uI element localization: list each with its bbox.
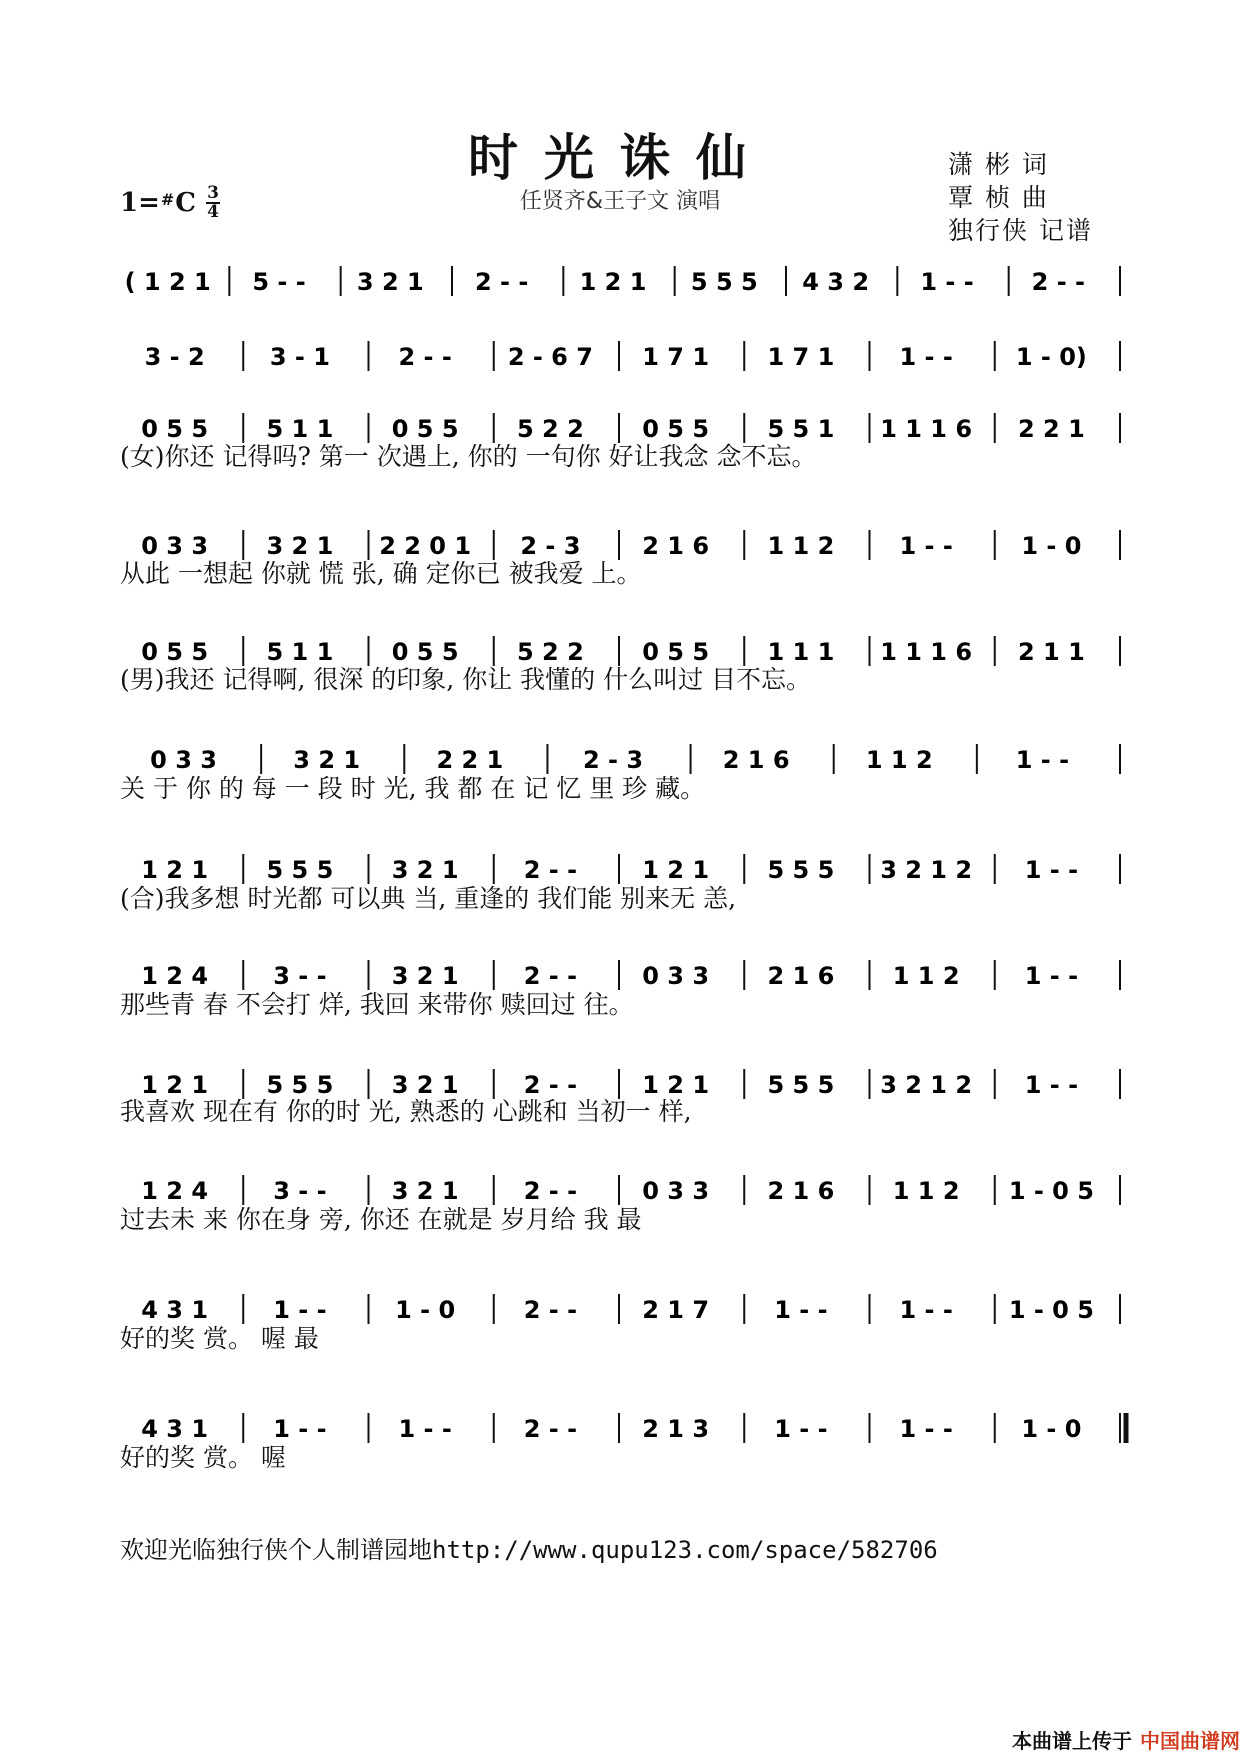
measure-notes: 2 1 3 [642, 1415, 710, 1443]
measure-notes: 1 - - [1024, 962, 1079, 990]
measure-notes: 2 1 6 [722, 746, 790, 774]
measure-notes: 1 1 2 [767, 532, 835, 560]
measure-notes: 1 - 0 5 [1008, 1177, 1094, 1205]
measure-notes: 1 1 1 6 [880, 638, 973, 666]
lyric-line: (男)我还 记得啊, 很深 的印象, 你让 我懂的 什么叫过 目不忘。 [120, 665, 812, 694]
measure-notes: 2 2 1 [436, 746, 504, 774]
transcriber-credit: 独行侠 记谱 [948, 216, 1093, 245]
meter-bottom: 4 [207, 202, 219, 222]
measure-notes: 5 5 5 [767, 856, 835, 884]
measure-notes: 3 - 1 [269, 343, 330, 371]
measure-notes: 1 2 1 [141, 856, 209, 884]
measure-notes: 3 2 1 [391, 1071, 459, 1099]
measure-notes: 1 - - [1024, 1071, 1079, 1099]
measure-notes: 3 2 1 2 [880, 1071, 973, 1099]
measure-notes: 2 - - [523, 962, 578, 990]
measure-notes: 1 2 1 [141, 1071, 209, 1099]
measure-notes: 2 - - [398, 343, 452, 371]
lyricist-credit: 潇 彬 词 [948, 150, 1049, 179]
measure-notes: 2 - 3 [520, 532, 581, 560]
measure-notes: 5 2 2 [516, 638, 584, 666]
measure-notes: 1 - - [1024, 856, 1079, 884]
measure-notes: 3 2 1 2 [880, 856, 973, 884]
composer-credit: 覃 桢 曲 [948, 183, 1049, 212]
measure-notes: 1 - - [899, 532, 953, 560]
measure-notes: 1 2 4 [141, 962, 209, 990]
lyric-line: 好的奖 赏。 喔 最 [120, 1324, 319, 1353]
measure-notes: 2 - 3 [582, 746, 644, 774]
measure-notes: 1 - - [899, 343, 953, 371]
measure-notes: 2 1 6 [642, 532, 710, 560]
measure-notes: 2 1 6 [767, 1177, 835, 1205]
measure-notes: 1 - - [920, 268, 974, 296]
measure-notes: 0 3 3 [642, 1177, 710, 1205]
measure-notes: 1 - - [899, 1415, 953, 1443]
measure-notes: 1 - - [774, 1296, 828, 1324]
measure-notes: 0 3 3 [150, 746, 217, 774]
lyric-line: 过去未 来 你在身 旁, 你还 在就是 岁月给 我 最 [120, 1205, 642, 1234]
lyric-line: (合)我多想 时光都 可以典 当, 重逢的 我们能 别来无 恙, [120, 884, 737, 913]
measure-notes: 2 2 0 1 [379, 532, 472, 560]
measure-notes: 1 2 4 [141, 1177, 209, 1205]
measure-notes: 2 1 7 [642, 1296, 710, 1324]
watermark-brand: 中国曲谱网 [1140, 1729, 1240, 1753]
measure-notes: 1 - 0 [395, 1296, 456, 1324]
measure-notes: 0 5 5 [642, 415, 710, 443]
measure-notes: 1 - - [774, 1415, 828, 1443]
lyric-line: 关 于 你 的 每 一 段 时 光, 我 都 在 记 忆 里 珍 藏。 [120, 774, 706, 803]
measure-notes: 5 1 1 [266, 638, 334, 666]
measure-notes: 0 5 5 [642, 638, 710, 666]
key-note: C [175, 188, 196, 218]
measure-notes: 3 - - [273, 962, 327, 990]
measure-notes: 5 5 1 [767, 415, 835, 443]
key-prefix: 1= [120, 188, 160, 218]
lyric-line: 我喜欢 现在有 你的时 光, 熟悉的 心跳和 当初一 样, [120, 1097, 692, 1126]
measure-notes: 1 7 1 [767, 343, 835, 371]
measure-notes: 1 2 1 [642, 1071, 710, 1099]
measure-notes: 3 - - [273, 1177, 327, 1205]
measure-notes: 2 1 6 [767, 962, 835, 990]
measure-notes: 0 3 3 [141, 532, 209, 560]
measure-notes: 5 5 5 [767, 1071, 835, 1099]
measure-notes: 1 2 1 [579, 268, 647, 296]
measure-notes: 3 2 1 [391, 962, 459, 990]
measure-notes: 2 - - [523, 1415, 578, 1443]
measure-notes: 5 2 2 [516, 415, 584, 443]
lyric-line: 那些青 春 不会打 烊, 我回 来带你 赎回过 往。 [120, 990, 634, 1019]
measure-notes: 2 - - [523, 1177, 578, 1205]
measure-notes: 2 1 1 [1017, 638, 1085, 666]
measure-notes: 5 1 1 [266, 415, 334, 443]
measure-notes: 5 5 5 [266, 856, 334, 884]
measure-notes: 3 2 1 [391, 1177, 459, 1205]
measure-notes: 1 1 1 6 [880, 415, 973, 443]
measure-notes: 1 2 1 [642, 856, 710, 884]
measure-notes: ( 1 2 1 [124, 268, 211, 296]
measure-notes: 0 5 5 [141, 638, 209, 666]
watermark-text: 本曲谱上传于 [1012, 1729, 1132, 1753]
measure-notes: 1 7 1 [642, 343, 710, 371]
measure-notes: 1 1 2 [892, 1177, 960, 1205]
measure-notes: 5 5 5 [266, 1071, 334, 1099]
measure-notes: 4 3 2 [802, 268, 870, 296]
song-title: 时光诛仙 [468, 128, 772, 187]
measure-notes: 3 2 1 [356, 268, 424, 296]
measure-notes: 1 - 0 [1021, 1415, 1082, 1443]
measure-notes: 1 - - [1015, 746, 1070, 774]
measure-notes: 2 - - [523, 856, 578, 884]
measure-notes: 2 - - [1031, 268, 1086, 296]
measure-notes: 2 - - [523, 1071, 578, 1099]
measure-notes: 1 - - [273, 1415, 327, 1443]
footer-link-text: 欢迎光临独行侠个人制谱园地http://www.qupu123.com/space/582706 [120, 1536, 938, 1564]
measure-notes: 2 - 6 7 [507, 343, 593, 371]
measure-notes: 5 - - [252, 268, 306, 296]
measure-notes: 0 5 5 [391, 415, 459, 443]
lyric-line: 从此 一想起 你就 慌 张, 确 定你已 被我爱 上。 [120, 559, 642, 588]
measure-notes: 3 2 1 [266, 532, 334, 560]
measure-notes: 2 - - [523, 1296, 578, 1324]
meter-top: 3 [207, 183, 219, 203]
measure-notes: 1 1 2 [865, 746, 933, 774]
measure-notes: 1 - - [398, 1415, 452, 1443]
measure-notes: 0 5 5 [391, 638, 459, 666]
measure-notes: 0 5 5 [141, 415, 209, 443]
lyric-line: 好的奖 赏。 喔 [120, 1443, 286, 1472]
measure-notes: 5 5 5 [690, 268, 758, 296]
measure-notes: 4 3 1 [141, 1415, 209, 1443]
measure-notes: 2 - - [474, 268, 529, 296]
measure-notes: 3 2 1 [293, 746, 361, 774]
measure-notes: 1 - 0 5 [1008, 1296, 1094, 1324]
measure-notes: 3 2 1 [391, 856, 459, 884]
performer-line: 任贤齐&王子文 演唱 [519, 189, 721, 214]
measure-notes: 1 1 1 [767, 638, 835, 666]
measure-notes: 1 - 0 [1021, 532, 1082, 560]
measure-notes: 1 - 0) [1015, 343, 1087, 371]
measure-notes: 1 - - [273, 1296, 327, 1324]
measure-notes: 2 2 1 [1017, 415, 1085, 443]
measure-notes: 3 - 2 [144, 343, 205, 371]
measure-notes: 1 - - [899, 1296, 953, 1324]
measure-notes: 1 1 2 [892, 962, 960, 990]
measure-notes: 0 3 3 [642, 962, 710, 990]
sharp-sign: # [160, 189, 175, 209]
watermark [1012, 1725, 1240, 1754]
lyric-line: (女)你还 记得吗? 第一 次遇上, 你的 一句你 好让我念 念不忘。 [120, 442, 817, 471]
measure-notes: 4 3 1 [141, 1296, 209, 1324]
